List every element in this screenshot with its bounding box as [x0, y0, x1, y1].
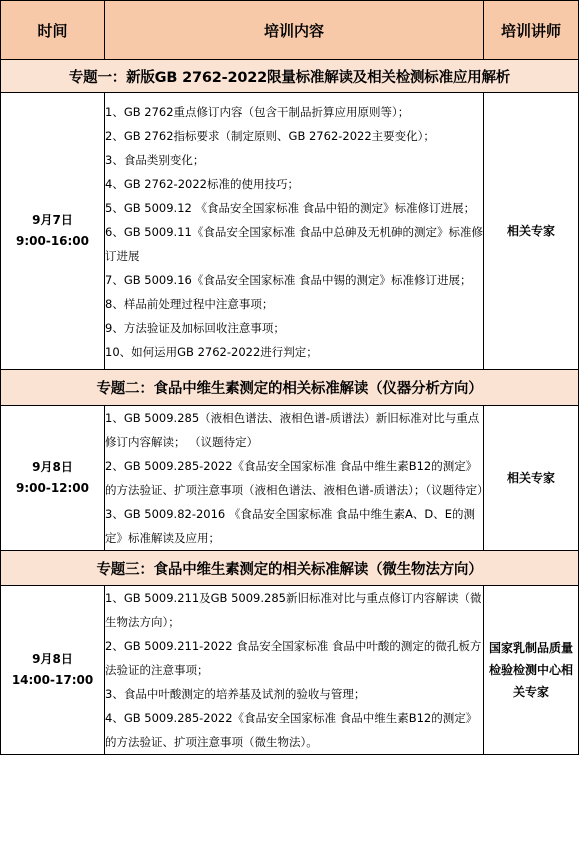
header-row	[1, 1, 579, 60]
session-row-1	[1, 93, 579, 370]
list-item: 1、GB 2762重点修订内容（包含干制品折算应用原则等）；	[105, 105, 410, 119]
list-item: 10、如何运用GB 2762-2022进行判定；	[105, 345, 318, 359]
list-item: 3、GB 5009.82-2016 《食品安全国家标准 食品中维生素A、D、E的测定》标准解读及应用；	[105, 507, 476, 545]
topic-title-3: 专题三：食品中维生素测定的相关标准解读（微生物法方向）	[1, 551, 579, 586]
list-item: 2、GB 5009.285-2022《食品安全国家标准 食品中维生素B12的测定》的方法验证、扩项注意事项（液相色谱法、液相色谱-质谱法）；（议题待定）	[105, 459, 489, 497]
list-item: 6、GB 5009.11《食品安全国家标准 食品中总砷及无机砷的测定》标准修订进展	[105, 225, 483, 263]
session-lecturer-3: 国家乳制品质量检验检测中心相关专家	[484, 586, 579, 755]
header-time: 时间	[1, 1, 105, 60]
topic-title-1: 专题一：新版GB 2762-2022限量标准解读及相关检测标准应用解析	[1, 60, 579, 93]
header-lecturer: 培训讲师	[484, 1, 579, 60]
session-hours-3: 14:00-17:00	[11, 673, 94, 687]
list-item: 1、GB 5009.285（液相色谱法、液相色谱-质谱法）新旧标准对比与重点修订内容解读； （议题待定）	[105, 411, 480, 449]
topic-row-3	[1, 551, 579, 586]
session-content-2	[105, 406, 489, 551]
topic-row-2	[1, 370, 579, 406]
topic-title-2: 专题二：食品中维生素测定的相关标准解读（仪器分析方向）	[1, 370, 579, 406]
session-hours-2: 9:00-12:00	[15, 481, 90, 495]
session-lecturer-2: 相关专家	[484, 406, 579, 551]
session-date-2: 9月8日	[32, 460, 73, 474]
list-item: 4、GB 2762-2022标准的使用技巧；	[105, 177, 299, 191]
session-content-3	[105, 586, 484, 755]
session-time-cell-1	[1, 93, 105, 370]
session-time-cell-3	[1, 586, 105, 755]
list-item: 7、GB 5009.16《食品安全国家标准 食品中锡的测定》标准修订进展； 8、样品前处理过程中注意事项；	[105, 273, 472, 311]
session-date-1: 9月7日	[32, 213, 73, 227]
list-item: 4、GB 5009.285-2022《食品安全国家标准 食品中维生素B12的测定》的方法验证、扩项注意事项（微生物法）。	[105, 711, 478, 749]
session-date-3: 9月8日	[32, 652, 73, 666]
list-item: 2、GB 2762指标要求（制定原则、GB 2762-2022主要变化）；	[105, 129, 435, 143]
header-content: 培训内容	[105, 1, 484, 60]
list-item: 1、GB 5009.211及GB 5009.285新旧标准对比与重点修订内容解读（微生物法方向）；	[105, 591, 482, 629]
session-lecturer-1: 相关专家	[484, 93, 579, 370]
topic-row-1	[1, 60, 579, 93]
session-row-2	[1, 406, 579, 551]
list-item: 3、食品中叶酸测定的培养基及试剂的验收与管理；	[105, 687, 366, 701]
session-time-cell-2	[1, 406, 105, 551]
list-item: 9、方法验证及加标回收注意事项；	[105, 321, 285, 335]
session-hours-1: 9:00-16:00	[15, 234, 90, 248]
session-row-3	[1, 586, 579, 755]
list-item: 2、GB 5009.211-2022 食品安全国家标准 食品中叶酸的测定的微孔板方法验证的注意事项；	[105, 639, 482, 677]
list-item: 5、GB 5009.12 《食品安全国家标准 食品中铅的测定》标准修订进展；	[105, 201, 476, 215]
session-content-1	[105, 93, 484, 370]
list-item: 3、食品类别变化；	[105, 153, 205, 167]
